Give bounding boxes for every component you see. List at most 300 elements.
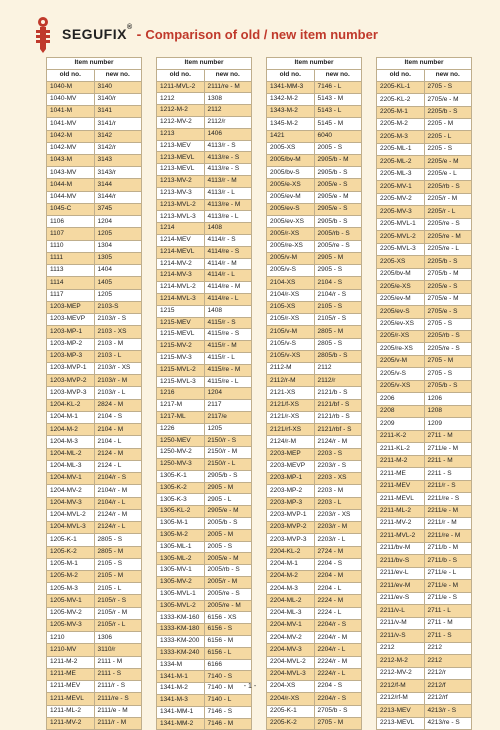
new-item-number: 2204/r - M [314,632,362,644]
new-item-number: 2203 - XS [314,473,362,485]
table-row [267,558,362,570]
old-item-number: 1214-MVL-2 [157,282,205,294]
new-item-number: 5143 - L [314,106,362,118]
old-item-number: 1211-MV-2 [47,717,95,730]
new-item-number: 2005/re - S [204,588,252,600]
old-item-number: 2005/bv-M [267,155,315,167]
new-item-number: 1205 [204,423,252,435]
table-row [267,705,362,717]
table-row [267,583,362,595]
old-item-number: 2105/r-XS [267,314,315,326]
old-item-number: 1305-MV-1 [157,565,205,577]
table-row [377,206,472,218]
old-item-number: 2005/ev-XS [267,216,315,228]
old-item-number: 2211/v-S [377,630,425,642]
table-row [47,570,142,582]
new-item-number: 7140 - S [204,671,252,683]
old-item-number: 2212 [377,642,425,654]
old-item-number: 1203-MP-3 [47,350,95,362]
old-no-header: old no. [267,69,315,81]
table-row [157,447,252,459]
table-row [157,140,252,152]
new-item-number: 4213/re - S [424,717,472,730]
new-item-number: 2724 - M [314,546,362,558]
new-item-number: 1408 [204,223,252,235]
new-item-number: 2112 [314,362,362,374]
new-item-number: 2117 [204,400,252,412]
new-item-number: 2205/e - S [424,281,472,293]
old-item-number: 1215-MVL-3 [157,376,205,388]
new-item-number: 1305 [94,252,142,264]
new-item-number: 1306 [94,632,142,644]
new-item-number: 2705 - S [424,81,472,93]
new-item-number: 4114/re - M [204,282,252,294]
old-item-number: 1041-M [47,106,95,118]
old-item-number: 1305-KL-2 [157,506,205,518]
old-item-number: 2124/r-M [267,436,315,448]
table-row [267,570,362,582]
old-item-number: 2104/r-XS [267,289,315,301]
table-row [267,436,362,448]
new-item-number: 2005 - M [204,529,252,541]
new-item-number: 3143/r [94,167,142,179]
table-row [377,542,472,554]
new-item-number: 2711/e - M [424,443,472,455]
table-row [267,314,362,326]
table-row [377,505,472,517]
old-item-number: 2211-K-2 [377,430,425,442]
new-item-number: 2204/r - L [314,644,362,656]
old-item-number: 1215 [157,305,205,317]
old-item-number: 2105/v-XS [267,350,315,362]
table-row [157,364,252,376]
old-item-number: 1205-M-2 [47,570,95,582]
old-item-number: 2205-KL-2 [377,94,425,106]
table-row [377,592,472,604]
new-item-number: 2905/e - S [314,203,362,215]
new-item-number: 2205/re - S [424,343,472,355]
new-item-number: 2111/re - S [94,693,142,705]
old-item-number: 1107 [47,228,95,240]
table-row [47,473,142,485]
table-row [267,546,362,558]
new-item-number: 2705/b - M [424,268,472,280]
table-row [157,199,252,211]
new-item-number: 1205 [94,289,142,301]
new-item-number: 2705 - M [314,717,362,730]
old-item-number: 1205-M-3 [47,583,95,595]
table-row [377,692,472,704]
old-item-number: 2205-MV-2 [377,193,425,205]
new-item-number: 1405 [94,277,142,289]
old-no-header: old no. [377,69,425,81]
old-item-number: 2204-MV-1 [267,619,315,631]
table-row [47,191,142,203]
new-item-number: 2203 - S [314,448,362,460]
new-item-number: 2705/b - S [424,380,472,392]
old-item-number: 1250-MV-2 [157,447,205,459]
new-item-number: 2203/r - S [314,460,362,472]
table-row [157,175,252,187]
new-item-number: 2805 - S [94,534,142,546]
table-row [267,522,362,534]
new-item-number: 2905 - M [204,482,252,494]
table-row [267,240,362,252]
table-row [157,352,252,364]
table-row [47,240,142,252]
old-item-number: 2204-XS [267,681,315,693]
table-row [47,106,142,118]
new-item-number: 4113/r - M [204,175,252,187]
old-item-number: 1203-MEVP [47,314,95,326]
table-row [267,668,362,680]
table-row [157,388,252,400]
table-row [267,179,362,191]
table-row [47,656,142,668]
new-item-number: 2205 - S [424,143,472,155]
new-item-number: 6166 [204,659,252,671]
table-row [47,179,142,191]
table-row [47,326,142,338]
new-item-number: 2711 - M [424,617,472,629]
table-row [267,607,362,619]
new-item-number: 2212/r [424,667,472,679]
new-item-number: 1206 [424,393,472,405]
table-row [157,282,252,294]
new-item-number: 4115/re - L [204,376,252,388]
old-item-number: 1213-MEV [157,140,205,152]
old-item-number: 1212 [157,93,205,105]
new-item-number: 2711/e - L [424,567,472,579]
old-item-number: 2205-ML-1 [377,143,425,155]
table-row [47,619,142,631]
new-item-number: 2104/r - S [314,289,362,301]
table-row [157,270,252,282]
table-row [267,473,362,485]
table-row [157,258,252,270]
new-item-number: 2205/re - L [424,243,472,255]
segufix-logo-icon [32,15,54,53]
new-item-number: 2121/rb - S [314,411,362,423]
new-item-number: 2112/r [204,116,252,128]
table-row [377,555,472,567]
new-item-number: 4115/r - S [204,317,252,329]
old-item-number: 1305-K-1 [157,470,205,482]
new-item-number: 2104/r - L [94,497,142,509]
table-row [377,119,472,131]
new-item-number: 5143 - M [314,93,362,105]
table-row [47,93,142,105]
old-item-number: 1214-MV-2 [157,258,205,270]
old-item-number: 1204-MVL-2 [47,509,95,521]
old-item-number: 1250-MEV [157,435,205,447]
new-item-number: 2805/b - S [314,350,362,362]
table-row [47,607,142,619]
old-item-number: 2212-M-2 [377,655,425,667]
table-row [157,341,252,353]
table-row [267,399,362,411]
old-item-number: 1211-MEVL [47,693,95,705]
new-item-number: 2104/r - M [94,485,142,497]
old-item-number: 2211/ev-L [377,567,425,579]
new-item-number: 2111/re - M [204,81,252,93]
table-row [267,106,362,118]
old-item-number: 1213-MEVL [157,164,205,176]
new-item-number: 2805 - S [314,338,362,350]
new-item-number: 2105 - S [94,558,142,570]
new-item-number: 2111 - S [94,668,142,680]
old-item-number: 1305-M-2 [157,529,205,541]
table-row [157,482,252,494]
old-item-number: 2205-ML-2 [377,156,425,168]
table-row [267,595,362,607]
old-item-number: 1204-ML-2 [47,448,95,460]
old-item-number: 1211-MVL-2 [157,81,205,93]
table-row [157,612,252,624]
old-item-number: 1211-MEV [47,681,95,693]
old-item-number: 1213-MV-3 [157,187,205,199]
old-item-number: 1205-K-2 [47,546,95,558]
old-item-number: 1204-M-3 [47,436,95,448]
old-item-number: 1215-MV-2 [157,341,205,353]
new-item-number: 2105 - L [94,583,142,595]
old-item-number: 2211/ev-M [377,580,425,592]
new-item-number: 4114/r - M [204,258,252,270]
table-row [47,436,142,448]
table-row [157,376,252,388]
old-item-number: 1333-KM-160 [157,612,205,624]
old-item-number: 2005/v-S [267,265,315,277]
table-row [267,338,362,350]
table-row [157,518,252,530]
table-row [267,717,362,730]
comparison-table-3 [266,57,362,730]
old-item-number: 1341-M-3 [157,695,205,707]
table-row [377,181,472,193]
old-item-number: 2205-M-1 [377,106,425,118]
table-row [377,306,472,318]
new-item-number: 2005 - S [314,142,362,154]
old-item-number: 2209 [377,418,425,430]
table-row [377,418,472,430]
table-row [157,317,252,329]
old-item-number: 2203-MP-1 [267,473,315,485]
table-row [157,435,252,447]
table-row [47,314,142,326]
table-row [377,256,472,268]
old-item-number: 2211-M-2 [377,455,425,467]
old-item-number: 2203-MVP-3 [267,534,315,546]
old-item-number: 1305-K-2 [157,482,205,494]
new-item-number: 2104 - S [314,277,362,289]
table-row [377,131,472,143]
new-item-number: 3143 [94,155,142,167]
table-row [157,116,252,128]
table-row [157,541,252,553]
new-item-number: 2103/r - XS [94,362,142,374]
old-item-number: 2211-MV-2 [377,518,425,530]
table-row [47,424,142,436]
old-item-number: 1214 [157,223,205,235]
table-row [157,459,252,471]
new-item-number: 2211/re - S [424,493,472,505]
old-item-number: 1211-ML-2 [47,705,95,717]
table-row [157,305,252,317]
table-row [267,252,362,264]
new-item-number: 4113/re - M [204,199,252,211]
table-row [47,705,142,717]
table-row [47,546,142,558]
old-item-number: 1213-MVL-2 [157,199,205,211]
new-item-number: 2005/r - M [204,577,252,589]
new-item-number: 2005/rb - S [314,228,362,240]
old-item-number: 1214-MVL-3 [157,293,205,305]
table-row [47,632,142,644]
table-row [157,624,252,636]
old-item-number: 2212/rf-M [377,692,425,704]
old-item-number: 1204-KL-2 [47,399,95,411]
new-item-number: 6156 - L [204,647,252,659]
new-item-number: 6156 - S [204,624,252,636]
old-item-number: 1333-KM-180 [157,624,205,636]
table-row [47,338,142,350]
table-row [267,216,362,228]
new-item-number: 2121/rbf - S [314,424,362,436]
old-item-number: 1345-M-2 [267,118,315,130]
old-item-number: 2203-MEVP [267,460,315,472]
old-item-number: 1043-MV [47,167,95,179]
new-no-header: new no. [204,69,252,81]
old-item-number: 2005/ev-M [267,191,315,203]
new-item-number: 2205/re - M [424,231,472,243]
new-item-number: 2103/r - M [94,375,142,387]
old-item-number: 1214-MV-3 [157,270,205,282]
new-item-number: 2905 - M [314,252,362,264]
old-item-number: 1210 [47,632,95,644]
table-row [47,155,142,167]
new-item-number: 3142/r [94,142,142,154]
table-row [267,387,362,399]
new-item-number: 2805 - M [314,326,362,338]
table-row [267,289,362,301]
old-item-number: 2121-XS [267,387,315,399]
new-item-number: 2150/r - M [204,447,252,459]
table-row [47,362,142,374]
new-item-number: 2212/f [424,680,472,692]
old-item-number: 2204-M-1 [267,558,315,570]
new-item-number: 7146 - M [204,718,252,730]
table-row [267,485,362,497]
old-item-number: 1343-M-2 [267,106,315,118]
new-item-number: 4113/re - L [204,211,252,223]
old-item-number: 1305-ML-2 [157,553,205,565]
table-row [267,81,362,93]
new-item-number: 2705/b - S [314,705,362,717]
table-row [267,277,362,289]
old-item-number: 1213-MVL-3 [157,211,205,223]
old-item-number: 2205/v-XS [377,380,425,392]
old-item-number: 2205/ev-XS [377,318,425,330]
table-row [267,509,362,521]
table-row [157,234,252,246]
new-item-number: 2105/r - M [94,607,142,619]
old-item-number: 2112/r-M [267,375,315,387]
table-row [157,494,252,506]
table-row [377,281,472,293]
new-item-number: 2705/e - S [424,306,472,318]
old-item-number: 2204-ML-2 [267,595,315,607]
old-item-number: 2204-ML-3 [267,607,315,619]
old-item-number: 1213-MV-2 [157,175,205,187]
new-item-number: 2204/r - S [314,693,362,705]
new-item-number: 2103 - L [94,350,142,362]
table-row [377,231,472,243]
old-item-number: 1114 [47,277,95,289]
comparison-table-1 [46,57,142,730]
table-row [157,411,252,423]
new-item-number: 2104 - S [94,411,142,423]
old-item-number: 1204-MVL-3 [47,522,95,534]
new-item-number: 2204 - L [314,583,362,595]
new-item-number: 4115/r - M [204,341,252,353]
old-item-number: 2211-KL-2 [377,443,425,455]
new-item-number: 2211/re - M [424,530,472,542]
table-row [47,216,142,228]
old-item-number: 1040-M [47,81,95,93]
new-item-number: 4115/re - S [204,329,252,341]
table-row [157,128,252,140]
table-row [377,380,472,392]
old-item-number: 2204-MV-3 [267,644,315,656]
table-row [157,636,252,648]
old-item-number: 2204-MVL-3 [267,668,315,680]
old-item-number: 1214-MEVL [157,246,205,258]
table-row [377,455,472,467]
table-row [377,617,472,629]
new-item-number: 3141/r [94,118,142,130]
table-row [377,430,472,442]
table-row [377,667,472,679]
old-item-number: 2212-MV-2 [377,667,425,679]
old-item-number: 1205-M-1 [47,558,95,570]
table-row [157,718,252,730]
table-row [157,565,252,577]
old-item-number: 1305-M-1 [157,518,205,530]
old-item-number: 1342-M-2 [267,93,315,105]
new-item-number: 4213/r - S [424,705,472,717]
new-item-number: 2124 - M [94,448,142,460]
table-row [47,693,142,705]
new-item-number: 2121/bf - S [314,399,362,411]
new-item-number: 2211 - M [424,455,472,467]
table-row [157,529,252,541]
old-item-number: 1333-KM-200 [157,636,205,648]
comparison-table-2 [156,57,252,730]
table-row [267,191,362,203]
table-row [377,480,472,492]
table-row [377,94,472,106]
new-item-number: 2205/r - M [424,193,472,205]
old-item-number: 2211/v-M [377,617,425,629]
new-item-number: 2105/r - S [94,595,142,607]
new-item-number: 2205/b - S [424,256,472,268]
old-item-number: 1204-ML-3 [47,460,95,472]
table-row [267,118,362,130]
new-item-number: 1404 [94,265,142,277]
table-row [377,268,472,280]
table-row [267,534,362,546]
new-item-number: 2111/r - S [94,681,142,693]
